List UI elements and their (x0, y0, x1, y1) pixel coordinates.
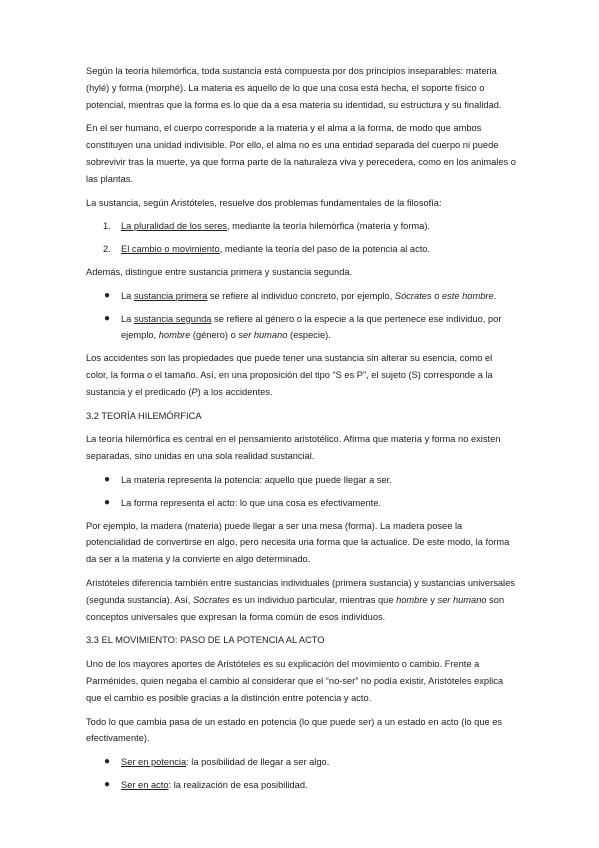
italic-term: hombre (396, 594, 428, 605)
paragraph-wood-example: Por ejemplo, la madera (materia) puede llegar a ser una mesa (forma). La madera posee la potencialidad de convertirse en algo, pero necesita una forma que la actualice. De este modo, la forma da ser a la materia y la convierte en algo determinado. (86, 520, 510, 565)
text: son conceptos universales que expresan la forma común de esos individuos. (86, 594, 505, 622)
paragraph-human-body-soul: En el ser humano, el cuerpo corresponde a la materia y el alma a la forma, de modo que ambos constituyen una unidad indivisible. Por ello, el alma no es una entidad separada del cuerpo ni puede sobrevivir tras la muerte, ya que forma parte de la naturaleza viva y perecedera, como en los animales o las plantas. (86, 123, 516, 184)
bullet-icon: ● (104, 289, 111, 301)
list-item-text: La forma representa el acto: lo que una cosa es efectivamente. (121, 497, 381, 508)
italic-term: este hombre (441, 290, 494, 301)
list-item-text: : la posibilidad de llegar a ser algo. (186, 757, 330, 768)
text: y (427, 594, 438, 605)
bullet-icon: ● (104, 473, 111, 485)
text: se refiere al género o la especie a la que pertenece ese individuo, por ejemplo, (121, 313, 502, 341)
section-heading-3-2: 3.2 TEORÍA HILEMÓRFICA (86, 410, 202, 421)
italic-term: P (191, 386, 198, 397)
bullet-icon: ● (104, 778, 111, 790)
list-item (86, 472, 516, 489)
list-item-text: , mediante la teoría del paso de la potencia al acto. (219, 244, 431, 255)
text: La (121, 313, 134, 324)
section-heading-3-3: 3.3 EL MOVIMIENTO: PASO DE LA POTENCIA AL ACTO (86, 635, 325, 646)
underlined-term: El cambio o movimiento (121, 244, 220, 255)
paragraph-accidents (86, 350, 516, 400)
list-item (86, 311, 516, 345)
list-item-text: La materia representa la potencia: aquello que puede llegar a ser. (121, 474, 392, 485)
list-number: 1. (103, 221, 111, 232)
paragraph-substance-types: Además, distingue entre sustancia primera y sustancia segunda. (86, 266, 353, 277)
text: ) a los accidentes. (197, 386, 273, 397)
italic-term: Sócrates (394, 290, 432, 301)
paragraph-individual-universal (86, 575, 516, 625)
paragraph-movement: Uno de los mayores aportes de Aristóteles es su explicación del movimiento o cambio. Frente a Parménides, quien negaba el cambio al considerar que el “no-ser” no podía existir, Aristóteles explica que el cambio es posible gracias a la distinción entre potencia y acto. (86, 659, 504, 703)
bullet-list-matter-form (86, 472, 516, 512)
numbered-list-problems (86, 218, 516, 258)
text: se refiere al individuo concreto, por ejemplo, (207, 290, 395, 301)
underlined-term: Ser en acto (121, 779, 169, 790)
bullet-icon: ● (104, 756, 111, 768)
text: es un individuo particular, mientras que (229, 594, 397, 605)
italic-term: ser humano (437, 594, 487, 605)
text: (género) o (190, 330, 239, 341)
text: o (431, 290, 442, 301)
bullet-icon: ● (104, 312, 111, 324)
bullet-list-substances (86, 288, 516, 344)
list-item (86, 218, 516, 235)
underlined-term: La pluralidad de los seres (121, 221, 227, 232)
text: La (121, 290, 134, 301)
list-item-text: , mediante la teoría hilemórfica (materia y forma). (226, 221, 431, 232)
list-item-text: : la realización de esa posibilidad. (168, 779, 308, 790)
paragraph-hylomorphic-theory: La teoría hilemórfica es central en el pensamiento aristotélico. Afirma que materia y forma no existen separadas, sino unidas en una sola realidad sustancial. (86, 434, 501, 462)
list-number: 2. (103, 244, 111, 255)
paragraph-substance-problems: La sustancia, según Aristóteles, resuelve dos problemas fundamentales de la filosofía: (86, 197, 442, 208)
list-item (86, 495, 516, 512)
paragraph-hylomorphic-intro: Según la teoría hilemórfica, toda sustancia está compuesta por dos principios inseparables: materia (hylé) y forma (morphé). La materia es aquello de lo que una cosa está hecha, el soporte físico o potencial, mientras que la forma es lo que da a esa materia su identidad, su estructura y su finalidad. (86, 66, 502, 110)
underlined-term: Ser en potencia (121, 757, 187, 768)
text: Los accidentes son las propiedades que puede tener una sustancia sin alterar su esencia, como el color, la forma o el tamaño. Así, en una proposición del tipo “S es P”, el sujeto (S) corresponde a la sustancia y el predicado ( (86, 353, 493, 397)
bullet-list-potency-act (86, 754, 516, 794)
list-item (86, 754, 516, 771)
text: . (493, 290, 497, 301)
paragraph-change: Todo lo que cambia pasa de un estado en potencia (lo que puede ser) a un estado en acto (lo que es efectivamente). (86, 716, 503, 744)
document-page (86, 63, 516, 800)
italic-term: Sócrates (192, 594, 230, 605)
text: (especie). (287, 330, 331, 341)
bullet-icon: ● (104, 496, 111, 508)
list-item (86, 241, 516, 258)
text: Aristóteles diferencia también entre sustancias individuales (primera sustancia) y sustancias universales (segunda sustancia). Así, (86, 577, 515, 605)
list-item (86, 288, 516, 305)
underlined-term: sustancia primera (133, 290, 208, 301)
italic-term: hombre (158, 330, 191, 341)
italic-term: ser humano (238, 330, 288, 341)
list-item (86, 777, 516, 794)
underlined-term: sustancia segunda (133, 313, 212, 324)
